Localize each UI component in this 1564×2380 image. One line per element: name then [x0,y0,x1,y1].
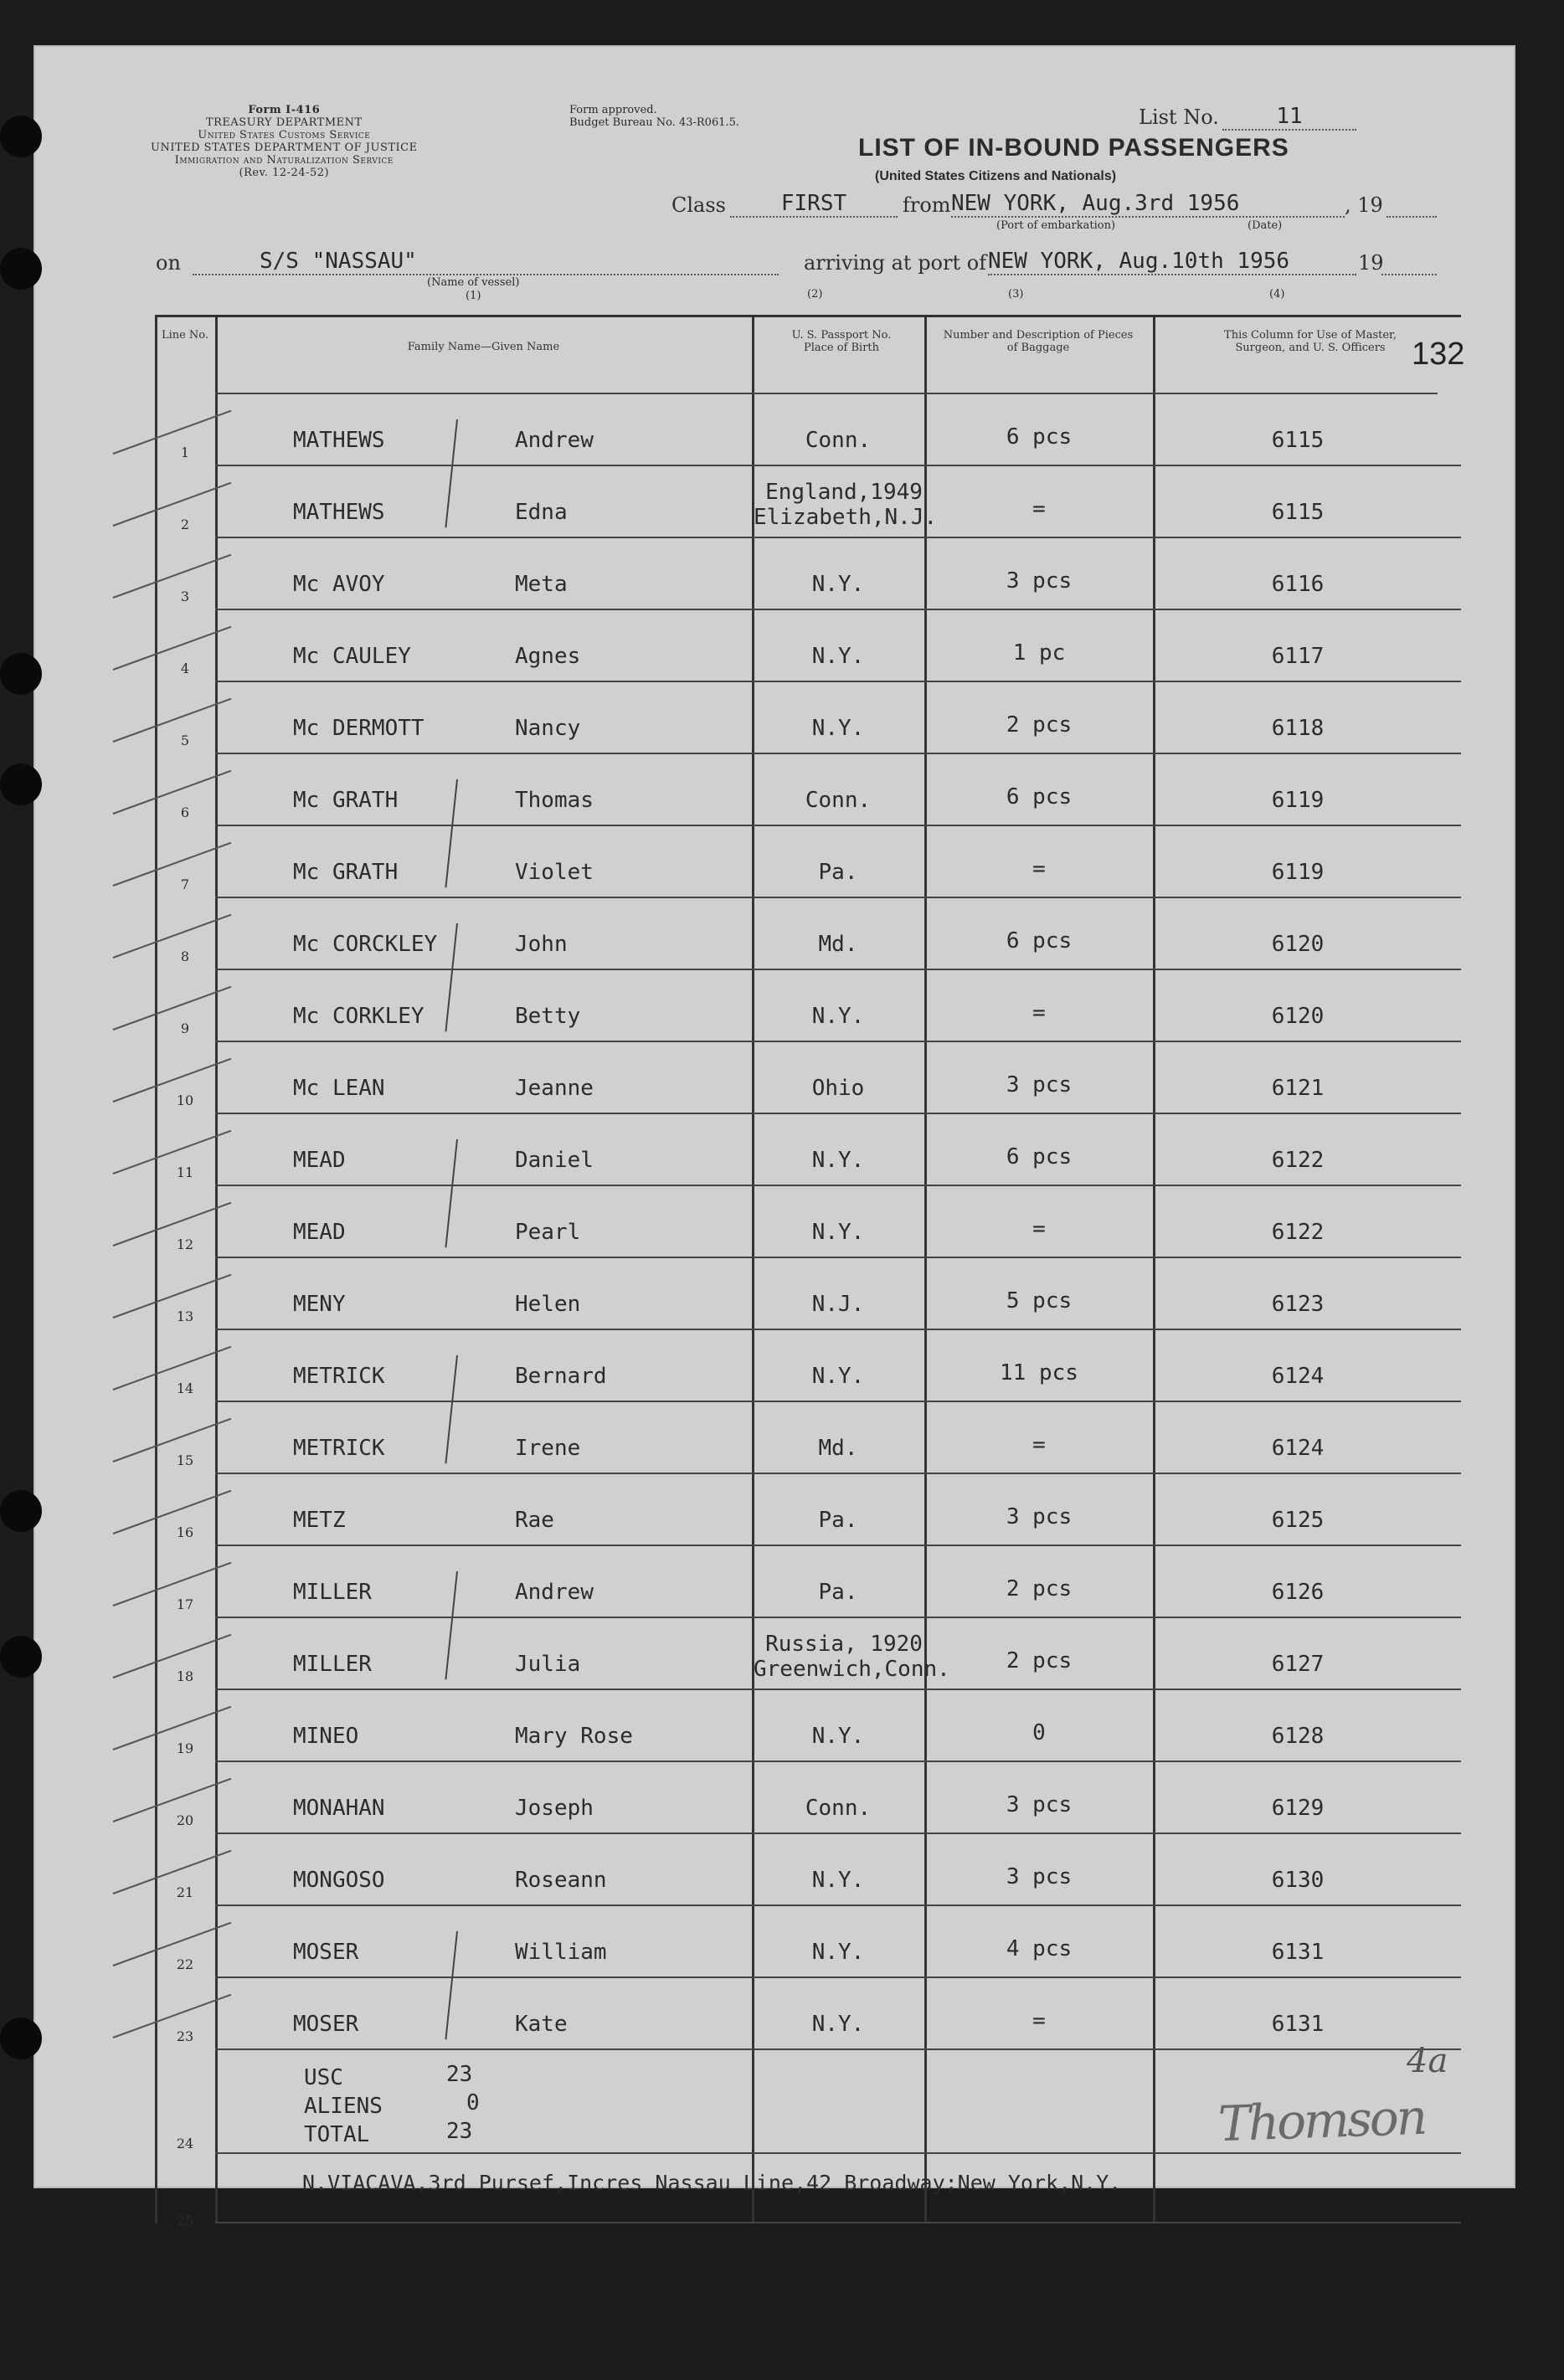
baggage-count: 6 pcs [1006,424,1073,450]
line-number: 14 [176,1380,194,1396]
date-caption: (Date) [1248,219,1283,232]
punch-hole-icon [0,1636,42,1678]
justice-department: UNITED STATES DEPARTMENT OF JUSTICE [151,141,418,154]
baggage-count: 0 [1032,1720,1046,1745]
official-number: 6126 [1271,1580,1325,1605]
baggage-count: = [1032,496,1046,522]
punch-hole-icon [0,248,42,290]
line-number: 20 [176,1812,194,1828]
baggage-count: 2 pcs [1006,1576,1073,1601]
line-number: 10 [176,1092,194,1108]
family-name: MONGOSO [293,1868,385,1893]
line-number: 1 [180,445,190,460]
family-name: MEAD [293,1220,346,1245]
aliens-label: ALIENS [304,2094,383,2119]
line-number: 9 [180,1020,190,1036]
baggage-count: 4 pcs [1006,1936,1073,1961]
family-name: Mc AVOY [293,572,385,597]
official-number: 6118 [1271,716,1325,741]
given-name: Andrew [515,1580,594,1605]
given-name: Nancy [515,716,581,741]
page-number: 132 [1412,337,1465,372]
class-value: FIRST [730,191,898,218]
official-number: 6120 [1271,932,1325,957]
place-of-birth: Pa. [818,1508,858,1533]
column-marker-3: (3) [1008,288,1024,301]
table-row [155,1330,1461,1402]
punch-hole-icon [0,2018,42,2059]
row-rule [215,2222,1461,2223]
punch-hole-icon [0,653,42,695]
form-subtitle: (United States Citizens and Nationals) [875,169,1117,183]
official-number: 6115 [1271,428,1325,453]
line-number: 6 [180,804,190,820]
vessel-caption: (Name of vessel) [427,276,520,289]
place-of-birth: Conn. [805,788,872,813]
inspector-signature: Thomson [1217,2088,1427,2153]
given-name: Thomas [515,788,594,813]
given-name: Meta [515,572,568,597]
baggage-count: 6 pcs [1006,1144,1073,1169]
place-of-birth-line2: Greenwich,Conn. [754,1657,950,1682]
family-name: MENY [293,1292,346,1317]
line-number: 11 [176,1164,194,1180]
year-suffix: , 19 [1345,193,1383,217]
purser-statement: N.VIACAVA,3rd Pursef,Incres Nassau Line,42 Broadway;New York,N.Y. [302,2171,1122,2195]
line-number: 21 [176,1884,194,1900]
line-number: 7 [180,876,190,892]
family-name: MONAHAN [293,1796,385,1821]
header-official-text: This Column for Use of Master, Surgeon, and U. S. Officers [1224,329,1397,354]
given-name: Jeanne [515,1076,594,1101]
approval-block [569,104,739,129]
total-count: 23 [446,2119,473,2144]
table-row [155,394,1461,466]
table-row [155,1618,1461,1690]
given-name: Rae [515,1508,554,1533]
place-of-birth: N.Y. [811,1004,865,1029]
from-label: from [903,193,951,217]
column-marker-4: (4) [1269,288,1285,301]
line-number: 18 [176,1668,194,1684]
treasury-department: TREASURY DEPARTMENT [205,116,363,129]
given-name: Andrew [515,428,594,453]
aliens-count: 0 [466,2090,480,2115]
table-row [155,754,1461,826]
family-name: MOSER [293,1940,359,1965]
table-row [155,682,1461,754]
table-row [155,1834,1461,1906]
place-of-birth: Conn. [805,428,872,453]
place-of-birth: N.Y. [811,1724,865,1749]
given-name: Betty [515,1004,581,1029]
place-of-birth: N.Y. [811,572,865,597]
table-row [155,538,1461,610]
official-number: 6116 [1271,572,1325,597]
family-name: Mc GRATH [293,788,399,813]
line-number: 15 [176,1452,194,1468]
table-row [155,1042,1461,1114]
baggage-count: = [1032,856,1046,882]
place-of-birth: England,1949 [765,480,923,505]
baggage-count: 11 pcs [1000,1360,1078,1385]
passenger-table [155,315,1461,2228]
place-of-birth: Md. [818,932,858,957]
table-row [155,1762,1461,1834]
punch-hole-icon [0,1490,42,1532]
table-row [155,1474,1461,1546]
form-number: Form I-416 [248,104,321,116]
place-of-birth: Ohio [811,1076,865,1101]
baggage-count: 1 pc [1012,640,1066,666]
header-baggage-text: Number and Description of Pieces of Baggage [943,329,1134,354]
year-blank [1387,191,1437,218]
baggage-count: 6 pcs [1006,784,1073,810]
column-header-passport [787,329,896,354]
line-number: 12 [176,1236,194,1252]
place-of-birth: N.Y. [811,1364,865,1389]
official-number: 6120 [1271,1004,1325,1029]
embarkation-value: NEW YORK, Aug.3rd 1956 [951,191,1345,218]
family-name: MINEO [293,1724,359,1749]
given-name: Edna [515,500,568,525]
table-row [155,1978,1461,2050]
table-row [155,826,1461,898]
table-row [155,970,1461,1042]
header-name-text: Family Name—Given Name [407,341,560,353]
column-header-baggage [938,329,1139,354]
on-label: on [156,251,181,275]
given-name: Pearl [515,1220,581,1245]
family-name: MOSER [293,2012,359,2037]
column-marker-2: (2) [807,288,823,301]
list-number-label: List No. [1139,105,1219,129]
place-of-birth: Pa. [818,860,858,885]
line-number-25: 25 [176,2213,194,2228]
class-label: Class [671,193,726,217]
arriving-label: arriving at port of [804,251,987,275]
family-name: MEAD [293,1148,346,1173]
place-of-birth: N.J. [811,1292,865,1317]
issuing-departments [151,104,418,179]
table-row [155,1402,1461,1474]
family-name: METRICK [293,1364,385,1389]
line-number: 23 [176,2028,194,2044]
official-number: 6125 [1271,1508,1325,1533]
baggage-count: = [1032,1432,1046,1457]
table-row [155,1690,1461,1762]
given-name: Roseann [515,1868,607,1893]
punch-hole-icon [0,116,42,157]
family-name: METZ [293,1508,346,1533]
form-title: LIST OF IN-BOUND PASSENGERS [858,134,1289,162]
official-number: 6128 [1271,1724,1325,1749]
given-name: Violet [515,860,594,885]
table-row [155,1906,1461,1978]
customs-service: United States Customs Service [198,129,371,141]
form-approved: Form approved. [569,104,657,116]
given-name: Joseph [515,1796,594,1821]
given-name: Daniel [515,1148,594,1173]
family-name: Mc CORCKLEY [293,932,438,957]
official-number: 6124 [1271,1364,1325,1389]
arrival-year-suffix: 19 [1358,251,1384,275]
baggage-count: 6 pcs [1006,928,1073,954]
line-number: 22 [176,1956,194,1972]
row-rule [215,2048,1461,2050]
table-row [155,1546,1461,1618]
baggage-count: = [1032,1216,1046,1241]
table-row [155,1114,1461,1186]
line-number: 8 [180,948,190,964]
table-row [155,466,1461,538]
table-row [155,1186,1461,1258]
header-passport-text: U. S. Passport No. Place of Birth [791,329,892,354]
given-name: Helen [515,1292,581,1317]
place-of-birth: N.Y. [811,2012,865,2037]
family-name: METRICK [293,1436,385,1461]
total-label: TOTAL [304,2122,370,2147]
place-of-birth: N.Y. [811,716,865,741]
table-row [155,898,1461,970]
given-name: Agnes [515,644,581,669]
family-name: Mc LEAN [293,1076,385,1101]
baggage-count: 3 pcs [1006,1864,1073,1889]
line-number: 3 [180,589,190,604]
immigration-service: Immigration and Naturalization Service [174,154,394,167]
line-number: 4 [180,661,190,676]
official-number: 6122 [1271,1220,1325,1245]
official-number: 6130 [1271,1868,1325,1893]
place-of-birth: Russia, 1920 [765,1632,923,1657]
baggage-count: 2 pcs [1006,712,1073,738]
column-header-official [1218,329,1402,354]
line-number: 19 [176,1740,194,1756]
family-name: MATHEWS [293,428,385,453]
official-number: 6121 [1271,1076,1325,1101]
port-embarkation-caption: (Port of embarkation) [996,219,1116,232]
baggage-count: 3 pcs [1006,1792,1073,1817]
header-line-text: Line No. [161,329,209,342]
baggage-count: 2 pcs [1006,1648,1073,1673]
line-number: 5 [180,733,190,748]
family-name: Mc CORKLEY [293,1004,424,1029]
official-number: 6124 [1271,1436,1325,1461]
place-of-birth: N.Y. [811,1148,865,1173]
given-name: Bernard [515,1364,607,1389]
usc-label: USC [304,2065,343,2090]
column-header-name [215,341,752,353]
column-header-line [155,329,215,342]
official-number: 6127 [1271,1652,1325,1677]
official-number: 6115 [1271,500,1325,525]
arrival-value: NEW YORK, Aug.10th 1956 [988,249,1356,275]
given-name: Irene [515,1436,581,1461]
given-name: Mary Rose [515,1724,633,1749]
given-name: Julia [515,1652,581,1677]
family-name: MILLER [293,1580,372,1605]
family-name: MILLER [293,1652,372,1677]
given-name: John [515,932,568,957]
baggage-count: = [1032,2008,1046,2033]
baggage-count: 3 pcs [1006,1072,1073,1097]
punch-hole-icon [0,763,42,805]
family-name: Mc DERMOTT [293,716,424,741]
place-of-birth: Conn. [805,1796,872,1821]
place-of-birth: Pa. [818,1580,858,1605]
family-name: Mc CAULEY [293,644,411,669]
usc-count: 23 [446,2062,473,2087]
row-rule [215,2152,1461,2154]
table-row [155,1258,1461,1330]
official-number: 6129 [1271,1796,1325,1821]
line-number: 16 [176,1524,194,1540]
manifest-sheet [33,45,1515,2228]
line-number: 2 [180,517,190,532]
line-number-24: 24 [176,2136,194,2151]
column-marker-1: (1) [466,290,481,302]
family-name: MATHEWS [293,500,385,525]
line-number: 13 [176,1308,194,1324]
given-name: Kate [515,2012,568,2037]
official-number: 6119 [1271,788,1325,813]
arrival-year-blank [1381,249,1437,275]
place-of-birth: N.Y. [811,1940,865,1965]
baggage-count: 5 pcs [1006,1288,1073,1313]
margin-note: 4a [1407,2042,1448,2080]
vessel-name: S/S "NASSAU" [193,249,779,275]
given-name: William [515,1940,607,1965]
official-number: 6131 [1271,2012,1325,2037]
revision-date: (Rev. 12-24-52) [239,167,330,179]
baggage-count: 3 pcs [1006,1504,1073,1529]
official-number: 6123 [1271,1292,1325,1317]
list-number: 11 [1222,104,1356,131]
table-row [155,610,1461,682]
line-number: 17 [176,1596,194,1612]
official-number: 6119 [1271,860,1325,885]
baggage-count: 3 pcs [1006,568,1073,594]
place-of-birth: Md. [818,1436,858,1461]
family-name: Mc GRATH [293,860,399,885]
place-of-birth: N.Y. [811,1220,865,1245]
place-of-birth: N.Y. [811,644,865,669]
place-of-birth-line2: Elizabeth,N.J. [754,505,938,530]
place-of-birth: N.Y. [811,1868,865,1893]
baggage-count: = [1032,1000,1046,1026]
official-number: 6122 [1271,1148,1325,1173]
official-number: 6131 [1271,1940,1325,1965]
official-number: 6117 [1271,644,1325,669]
budget-bureau: Budget Bureau No. 43-R061.5. [569,116,740,129]
